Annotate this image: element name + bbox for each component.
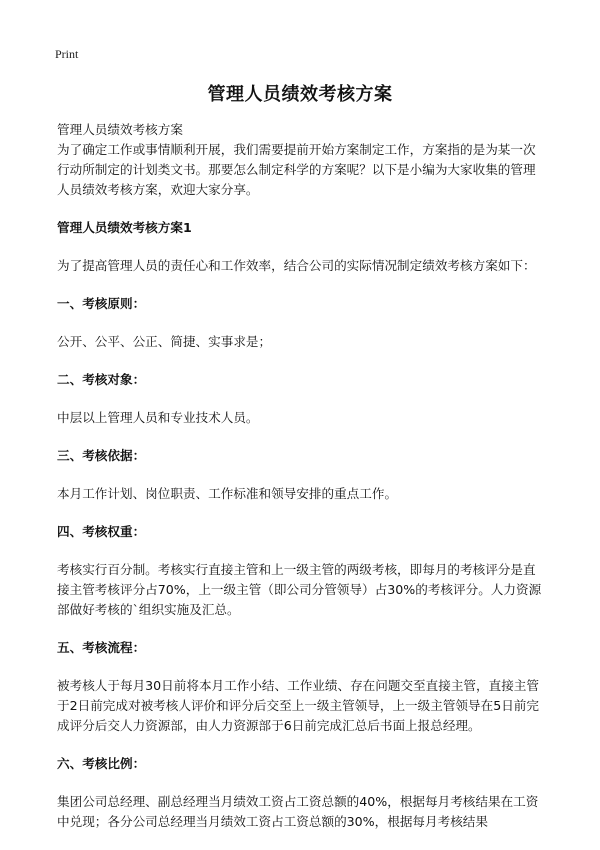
document-body <box>57 120 547 850</box>
text-basis: 本月工作计划、岗位职责、工作标准和领导安排的重点工作。 <box>57 486 398 501</box>
text-ratio: 集团公司总经理、副总经理当月绩效工资占工资总额的40%，根据每月考核结果在工资中兑现；各分公司总经理当月绩效工资占工资总额的30%，根据每月考核结果 <box>57 794 539 829</box>
document-title: 管理人员绩效考核方案 <box>207 84 393 105</box>
section-title: 管理人员绩效考核方案1 <box>57 220 192 235</box>
text-targets: 中层以上管理人员和专业技术人员。 <box>57 410 259 425</box>
heading-process: 五、考核流程： <box>57 640 146 655</box>
section-intro: 为了提高管理人员的责任心和工作效率，结合公司的实际情况制定绩效考核方案如下： <box>57 258 536 273</box>
text-process: 被考核人于每月30日前将本月工作小结、工作业绩、存在问题交至直接主管，直接主管于2日前完成对被考核人评价和评分后交至上一级主管领导，上一级主管领导在5日前完成评分后交人力资源部，由人力资源部于6日前完成汇总后书面上报总经理。 <box>57 678 539 733</box>
heading-basis: 三、考核依据： <box>57 448 146 463</box>
heading-weights: 四、考核权重： <box>57 524 146 539</box>
heading-ratio: 六、考核比例： <box>57 756 146 771</box>
text-principles: 公开、公平、公正、简捷、实事求是； <box>57 334 272 349</box>
text-weights: 考核实行百分制。考核实行直接主管和上一级主管的两级考核，即每月的考核评分是直接主管考核评分占70%，上一级主管（即公司分管领导）占30%的考核评分。人力资源部做好考核的`组织实施及汇总。 <box>57 562 542 617</box>
subtitle: 管理人员绩效考核方案 <box>57 122 183 137</box>
print-label: Print <box>55 47 79 61</box>
intro-paragraph: 为了确定工作或事情顺利开展，我们需要提前开始方案制定工作，方案指的是为某一次行动所制定的计划类文书。那要怎么制定科学的方案呢？以下是小编为大家收集的管理人员绩效考核方案，欢迎大家分享。 <box>57 142 536 197</box>
heading-principles: 一、考核原则： <box>57 296 146 311</box>
heading-targets: 二、考核对象： <box>57 372 146 387</box>
